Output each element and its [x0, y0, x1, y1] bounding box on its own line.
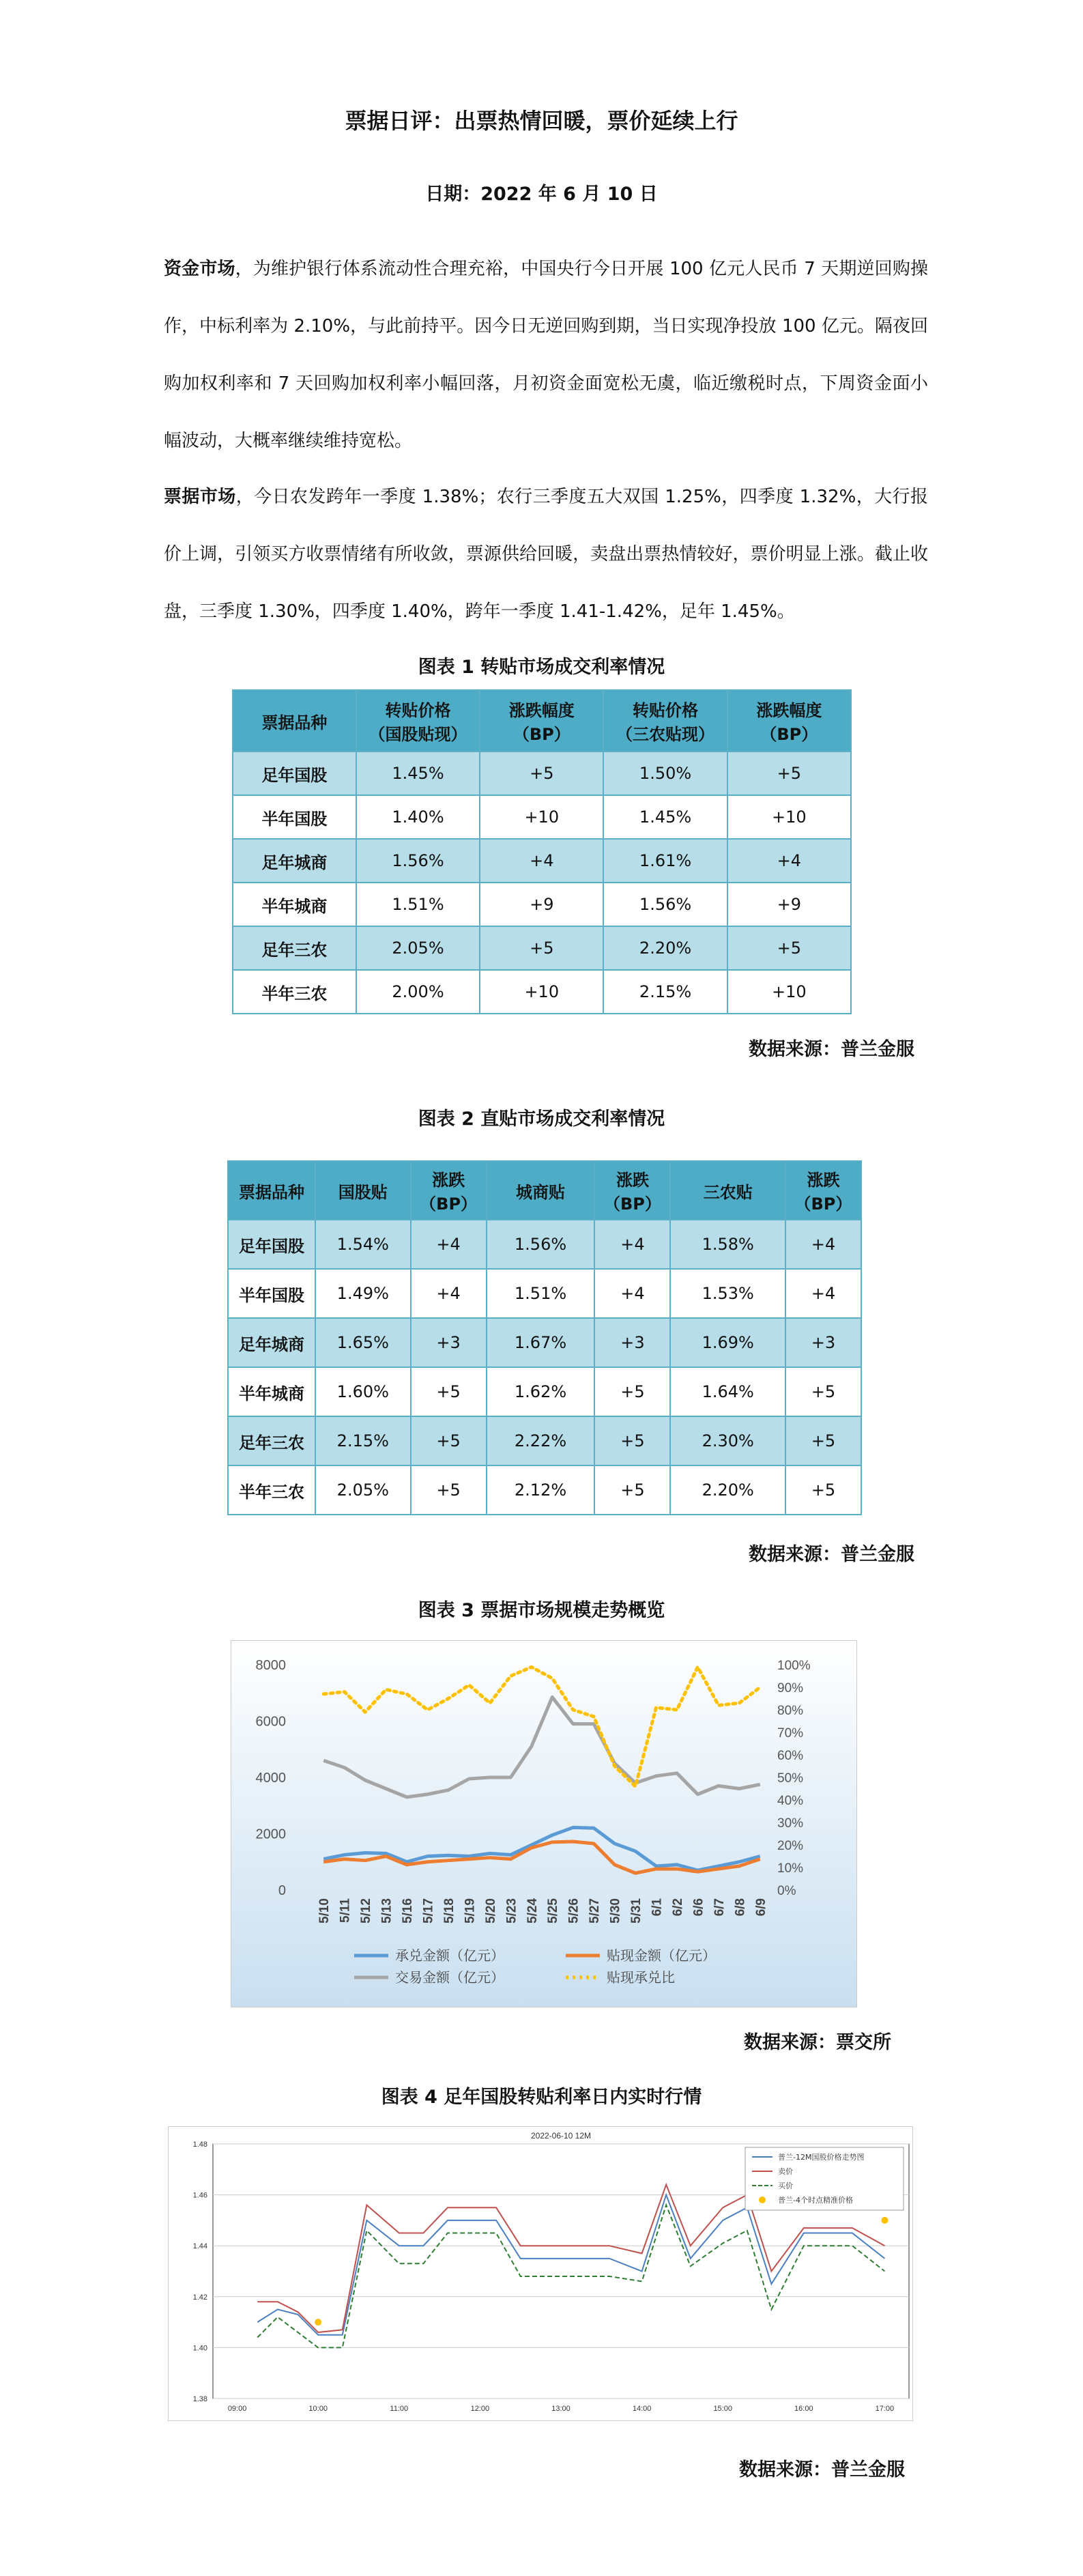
row-label: 足年城商 — [233, 839, 356, 883]
table1-header: 涨跌幅度 （BP） — [727, 690, 851, 752]
row-label: 足年国股 — [233, 752, 356, 795]
table-cell: +9 — [727, 883, 851, 926]
legend-label: 普兰-4个时点精准价格 — [778, 2196, 853, 2205]
table-cell: 2.30% — [670, 1416, 785, 1465]
table-cell: +3 — [785, 1318, 861, 1367]
table-row — [228, 1465, 861, 1515]
x-tick-label: 5/26 — [566, 1898, 581, 1923]
chart3-caption: 图表 3 票据市场规模走势概览 — [418, 1600, 665, 1621]
x-tick-label: 5/12 — [359, 1898, 374, 1923]
table-cell: 1.53% — [670, 1269, 785, 1318]
table-cell: +5 — [594, 1416, 670, 1465]
table-cell: 1.65% — [315, 1318, 411, 1367]
report-date: 日期：2022 年 6 月 10 日 — [425, 184, 658, 205]
chart4-intraday-rate — [168, 2126, 913, 2421]
x-tick-label: 6/7 — [712, 1898, 727, 1917]
bill-market-paragraph — [164, 468, 928, 640]
table-cell: +4 — [785, 1220, 861, 1269]
page-title: 票据日评：出票热情回暖，票价延续上行 — [345, 108, 738, 134]
table2-caption: 图表 2 直贴市场成交利率情况 — [418, 1108, 665, 1130]
table-cell: +5 — [785, 1465, 861, 1515]
table-cell: 1.60% — [315, 1367, 411, 1416]
y2-tick-label: 50% — [777, 1771, 804, 1786]
table-cell: +5 — [594, 1367, 670, 1416]
table1 — [232, 689, 852, 1014]
table-row — [228, 1367, 861, 1416]
y2-tick-label: 10% — [777, 1861, 804, 1876]
table-cell: +4 — [411, 1220, 487, 1269]
x-tick-label: 5/30 — [608, 1898, 623, 1923]
table-cell: +5 — [727, 926, 851, 970]
table-cell: +5 — [411, 1367, 487, 1416]
y-tick-label: 1.42 — [192, 2293, 207, 2302]
table2-source: 数据来源：普兰金服 — [749, 1544, 914, 1565]
table-cell: +4 — [594, 1220, 670, 1269]
row-label: 足年三农 — [233, 926, 356, 970]
x-tick-label: 5/27 — [588, 1898, 603, 1923]
table2-header: 涨跌 （BP） — [411, 1161, 487, 1220]
table-cell: +4 — [411, 1269, 487, 1318]
x-tick-label: 12:00 — [470, 2405, 490, 2413]
row-label: 半年三农 — [233, 970, 356, 1014]
y2-tick-label: 60% — [777, 1749, 804, 1763]
x-tick-label: 5/18 — [442, 1898, 457, 1923]
table-row — [233, 839, 851, 883]
table-cell: +3 — [594, 1318, 670, 1367]
x-tick-label: 10:00 — [308, 2405, 328, 2413]
y-tick-label: 6000 — [255, 1714, 286, 1730]
x-tick-label: 5/11 — [338, 1898, 353, 1923]
chart3-source: 数据来源：票交所 — [744, 2032, 891, 2053]
money-market-label: 资金市场 — [164, 259, 235, 279]
row-label: 半年国股 — [233, 795, 356, 839]
table-row — [233, 926, 851, 970]
table-cell: 1.69% — [670, 1318, 785, 1367]
table-cell: +4 — [727, 839, 851, 883]
x-tick-label: 6/9 — [753, 1898, 768, 1917]
y-tick-label: 1.38 — [192, 2395, 207, 2403]
table1-header: 转贴价格 （三农贴现） — [603, 690, 727, 752]
legend-label: 普兰-12M国股价格走势图 — [778, 2153, 865, 2162]
x-tick-label: 5/13 — [379, 1898, 394, 1923]
x-tick-label: 5/19 — [463, 1898, 478, 1923]
table-cell: 1.56% — [356, 839, 480, 883]
table-cell: 1.58% — [670, 1220, 785, 1269]
x-tick-label: 11:00 — [390, 2405, 409, 2413]
x-tick-label: 5/17 — [421, 1898, 436, 1923]
table1-caption: 图表 1 转贴市场成交利率情况 — [418, 657, 665, 678]
table-cell: +4 — [594, 1269, 670, 1318]
table1-header: 涨跌幅度 （BP） — [480, 690, 603, 752]
x-tick-label: 09:00 — [227, 2405, 247, 2413]
chart4-title: 2022-06-10 12M — [530, 2131, 592, 2141]
x-tick-label: 5/24 — [525, 1898, 540, 1923]
table-cell: 2.12% — [487, 1465, 595, 1515]
legend-label: 买价 — [778, 2181, 793, 2190]
x-tick-label: 16:00 — [794, 2405, 813, 2413]
table-cell: +5 — [727, 752, 851, 795]
money-market-text: ，为维护银行体系流动性合理充裕，中国央行今日开展 100 亿元人民币 7 天期逆回购操作，中标利率为 2.10%，与此前持平。因今日无逆回购到期，当日实现净投放 100 亿元。隔夜回购加权利率和 7 天回购加权利率小幅回落，月初资金面宽松无虞，临近缴税时点，下周资金面小幅波动，大概率继续维持宽松。 — [164, 259, 928, 451]
legend-label: 交易金额（亿元） — [395, 1969, 504, 1986]
table2-header: 票据品种 — [228, 1161, 315, 1220]
y-tick-label: 1.40 — [192, 2344, 207, 2353]
table-cell: 1.62% — [487, 1367, 595, 1416]
y2-tick-label: 0% — [777, 1884, 796, 1898]
table-cell: 1.40% — [356, 795, 480, 839]
x-tick-label: 5/25 — [546, 1898, 561, 1923]
table-cell: +9 — [480, 883, 603, 926]
y2-tick-label: 80% — [777, 1704, 804, 1718]
y-tick-label: 1.46 — [192, 2191, 207, 2200]
bill-market-label: 票据市场 — [164, 487, 236, 507]
y-tick-label: 2000 — [255, 1827, 286, 1842]
table-row — [228, 1318, 861, 1367]
chart3-scale-overview — [231, 1640, 857, 2007]
table-cell: 2.15% — [603, 970, 727, 1014]
table-cell: 1.51% — [356, 883, 480, 926]
row-label: 半年城商 — [233, 883, 356, 926]
y2-tick-label: 30% — [777, 1816, 804, 1831]
row-label: 足年国股 — [228, 1220, 315, 1269]
table-cell: +5 — [411, 1465, 487, 1515]
y2-tick-label: 100% — [777, 1659, 811, 1673]
x-tick-label: 6/1 — [650, 1898, 665, 1917]
chart4-source: 数据来源：普兰金服 — [739, 2459, 905, 2480]
row-label: 足年三农 — [228, 1416, 315, 1465]
money-market-paragraph — [164, 240, 928, 470]
table-cell: 2.05% — [356, 926, 480, 970]
table-cell: 1.49% — [315, 1269, 411, 1318]
legend-label: 承兑金额（亿元） — [395, 1947, 504, 1964]
table-row — [228, 1220, 861, 1269]
table-cell: 2.15% — [315, 1416, 411, 1465]
x-tick-label: 5/10 — [317, 1898, 332, 1923]
table2-header: 城商贴 — [487, 1161, 595, 1220]
table-cell: 1.50% — [603, 752, 727, 795]
x-tick-label: 6/6 — [691, 1898, 706, 1917]
table-cell: +5 — [411, 1416, 487, 1465]
table-row — [233, 795, 851, 839]
y2-tick-label: 20% — [777, 1839, 804, 1853]
table2 — [227, 1160, 862, 1515]
y2-tick-label: 40% — [777, 1794, 804, 1808]
x-tick-label: 15:00 — [713, 2405, 732, 2413]
table1-header: 转贴价格 （国股贴现） — [356, 690, 480, 752]
table-cell: 1.61% — [603, 839, 727, 883]
x-tick-label: 5/16 — [401, 1898, 416, 1923]
x-tick-label: 5/31 — [629, 1898, 644, 1923]
table2-header: 涨跌 （BP） — [594, 1161, 670, 1220]
table-row — [228, 1269, 861, 1318]
table-cell: +4 — [785, 1269, 861, 1318]
x-tick-label: 5/23 — [504, 1898, 519, 1923]
table-cell: +5 — [785, 1367, 861, 1416]
table-row — [228, 1416, 861, 1465]
table-cell: 1.67% — [487, 1318, 595, 1367]
y2-tick-label: 70% — [777, 1726, 804, 1741]
table1-header: 票据品种 — [233, 690, 356, 752]
legend-swatch — [759, 2196, 766, 2203]
table-cell: +4 — [480, 839, 603, 883]
chart4-caption: 图表 4 足年国股转贴利率日内实时行情 — [381, 2087, 702, 2108]
table2-header: 涨跌 （BP） — [785, 1161, 861, 1220]
legend-label: 贴现金额（亿元） — [607, 1947, 716, 1964]
table-cell: 1.56% — [603, 883, 727, 926]
table-cell: 2.20% — [603, 926, 727, 970]
x-tick-label: 13:00 — [551, 2405, 571, 2413]
table-cell: 1.51% — [487, 1269, 595, 1318]
table-cell: 1.45% — [603, 795, 727, 839]
table-cell: +10 — [727, 970, 851, 1014]
x-tick-label: 14:00 — [632, 2405, 652, 2413]
table-cell: 1.54% — [315, 1220, 411, 1269]
table-row — [233, 970, 851, 1014]
table2-header: 国股贴 — [315, 1161, 411, 1220]
table-row — [233, 752, 851, 795]
row-label: 足年城商 — [228, 1318, 315, 1367]
table1-source: 数据来源：普兰金服 — [749, 1039, 914, 1060]
y-tick-label: 1.44 — [192, 2242, 207, 2251]
table-cell: +10 — [480, 970, 603, 1014]
y-tick-label: 4000 — [255, 1771, 286, 1786]
table2-header: 三农贴 — [670, 1161, 785, 1220]
table-cell: +5 — [480, 926, 603, 970]
table-cell: 1.45% — [356, 752, 480, 795]
table-cell: 2.05% — [315, 1465, 411, 1515]
y-tick-label: 8000 — [255, 1658, 286, 1673]
bill-market-text: ，今日农发跨年一季度 1.38%；农行三季度五大双国 1.25%，四季度 1.32%，大行报价上调，引领买方收票情绪有所收敛，票源供给回暖，卖盘出票热情较好，票价明显上涨。截止收盘，三季度 1.30%，四季度 1.40%，跨年一季度 1.41-1.42%，足年 1.45%。 — [164, 487, 928, 622]
price-point — [315, 2319, 321, 2325]
price-point — [881, 2217, 888, 2224]
y-tick-label: 0 — [278, 1883, 286, 1898]
table-cell: +5 — [785, 1416, 861, 1465]
table-cell: +10 — [727, 795, 851, 839]
legend-label: 卖价 — [778, 2167, 793, 2176]
table-cell: 1.64% — [670, 1367, 785, 1416]
table-cell: 2.22% — [487, 1416, 595, 1465]
table-cell: +3 — [411, 1318, 487, 1367]
x-tick-label: 6/8 — [733, 1898, 748, 1917]
table-cell: 2.20% — [670, 1465, 785, 1515]
table-row — [233, 883, 851, 926]
chart3-background — [231, 1641, 856, 2007]
y-tick-label: 1.48 — [192, 2141, 207, 2149]
x-tick-label: 17:00 — [875, 2405, 895, 2413]
row-label: 半年城商 — [228, 1367, 315, 1416]
y2-tick-label: 90% — [777, 1681, 804, 1695]
legend-label: 贴现承兑比 — [607, 1969, 675, 1986]
row-label: 半年国股 — [228, 1269, 315, 1318]
table-cell: 1.56% — [487, 1220, 595, 1269]
table-cell: +5 — [594, 1465, 670, 1515]
row-label: 半年三农 — [228, 1465, 315, 1515]
x-tick-label: 5/20 — [483, 1898, 498, 1923]
table-cell: +10 — [480, 795, 603, 839]
table-cell: +5 — [480, 752, 603, 795]
x-tick-label: 6/2 — [670, 1898, 685, 1917]
table-cell: 2.00% — [356, 970, 480, 1014]
